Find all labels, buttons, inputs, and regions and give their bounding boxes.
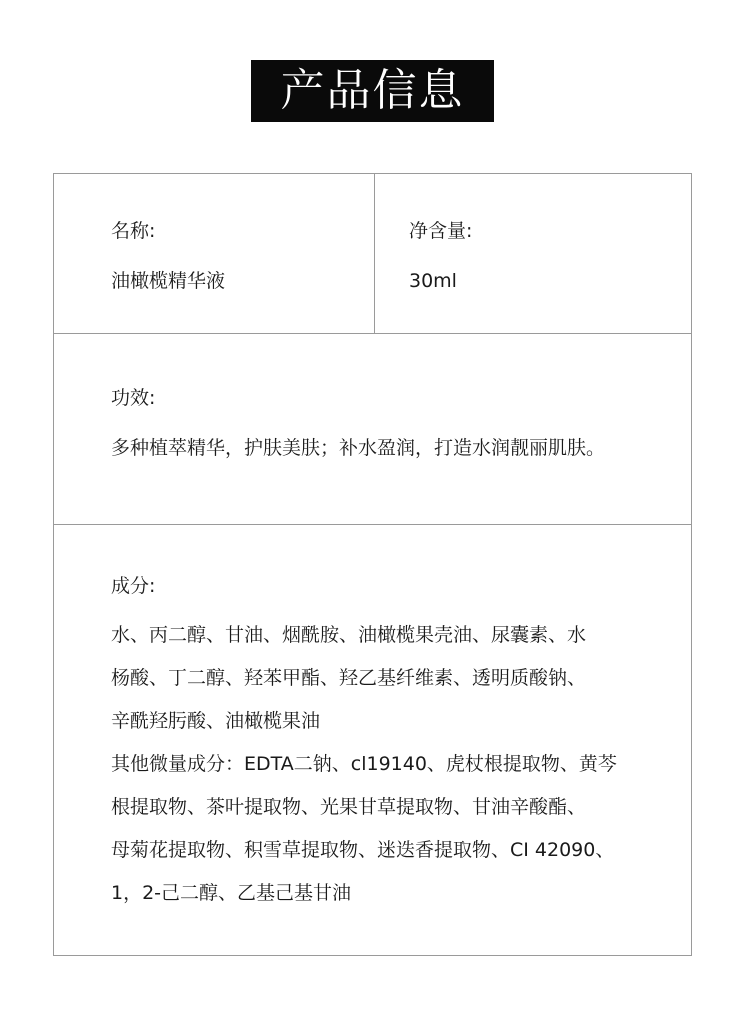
ingredients-line: 其他微量成分：EDTA二钠、cl19140、虎杖根提取物、黄芩 [111,753,617,775]
product-info-table [53,173,692,956]
ingredients-line: 水、丙二醇、甘油、烟酰胺、油橄榄果壳油、尿囊素、水 [111,624,587,646]
net-content-label: 净含量: [409,220,473,242]
ingredients-line: 根提取物、茶叶提取物、光果甘草提取物、甘油辛酸酯、 [111,796,587,818]
ingredients-line: 杨酸、丁二醇、羟苯甲酯、羟乙基纤维素、透明质酸钠、 [111,667,587,689]
row-divider [54,333,691,334]
efficacy-label: 功效: [111,387,156,409]
ingredients-line: 母菊花提取物、积雪草提取物、迷迭香提取物、CI 42090、 [111,839,615,861]
column-divider [374,174,375,334]
ingredients-line: 1，2-己二醇、乙基己基甘油 [111,882,352,904]
efficacy-value: 多种植萃精华，护肤美肤；补水盈润，打造水润靓丽肌肤。 [111,437,606,459]
name-value: 油橄榄精华液 [111,270,226,292]
ingredients-line: 辛酰羟肟酸、油橄榄果油 [111,710,321,732]
ingredients-label: 成分: [111,575,156,597]
net-content-value: 30ml [409,270,457,292]
row-divider [54,524,691,525]
page-title: 产品信息 [251,60,494,122]
name-label: 名称: [111,220,156,242]
